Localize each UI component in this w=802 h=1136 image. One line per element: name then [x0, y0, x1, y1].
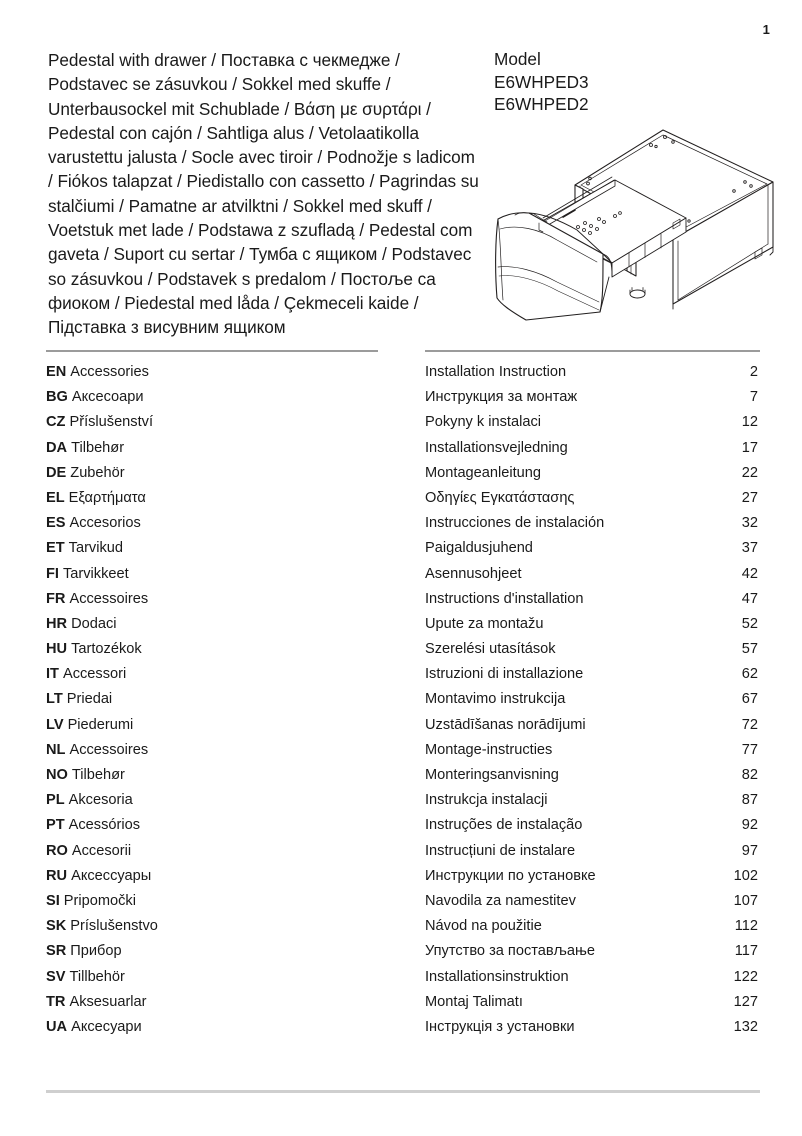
toc-page-number: 57: [741, 641, 758, 658]
toc-page-number: 47: [741, 590, 758, 607]
toc-accessories-label: Прибор: [70, 943, 122, 960]
toc-language-code: ES: [46, 515, 66, 532]
toc-instruction-label: Instrucciones de instalación: [425, 515, 605, 532]
toc-language-code: DE: [46, 464, 67, 481]
toc-accessories-label: Pripomočki: [63, 892, 136, 909]
toc-entry-right: [425, 1015, 760, 1040]
toc-page-number: 22: [741, 464, 758, 481]
toc-row: [46, 461, 760, 486]
toc-page-number: 67: [741, 691, 758, 708]
model-code-2: E6WHPED2: [494, 94, 589, 114]
toc-language-entry: [46, 965, 425, 990]
toc-instruction-label: Инструкции по установке: [425, 867, 596, 884]
toc-language-entry: [46, 461, 425, 486]
toc-row: [46, 713, 760, 738]
toc-language-entry: [46, 864, 425, 889]
toc-entry-right: [425, 839, 760, 864]
toc-language-code: SR: [46, 943, 67, 960]
toc-language-code: LT: [46, 691, 63, 708]
toc-page-number: 72: [741, 716, 758, 733]
toc-entry-right: [425, 612, 760, 637]
toc-entry-right: [425, 889, 760, 914]
toc-language-entry: [46, 562, 425, 587]
toc-accessories-label: Aksesuarlar: [69, 993, 147, 1010]
toc-entry-right: [425, 763, 760, 788]
toc-entry-right: [425, 813, 760, 838]
toc-instruction-label: Instrukcja instalacji: [425, 792, 548, 809]
toc-instruction-label: Упутство за постављање: [425, 943, 595, 960]
toc-row: [46, 612, 760, 637]
toc-accessories-label: Accesorios: [69, 515, 141, 532]
toc-row: [46, 662, 760, 687]
toc-entry-right: [425, 436, 760, 461]
toc-row: [46, 1015, 760, 1040]
toc-entry-right: [425, 939, 760, 964]
toc-language-code: RO: [46, 842, 68, 859]
toc-language-entry: [46, 385, 425, 410]
toc-page-number: 132: [733, 1018, 758, 1035]
toc-accessories-label: Accessoires: [69, 741, 149, 758]
toc-accessories-label: Tarvikud: [68, 540, 123, 557]
toc-accessories-label: Zubehör: [70, 464, 125, 481]
toc-row: [46, 738, 760, 763]
toc-row: [46, 788, 760, 813]
toc-instruction-label: Інструкція з установки: [425, 1018, 575, 1035]
toc-accessories-label: Εξαρτήματα: [68, 489, 146, 506]
toc-language-entry: [46, 839, 425, 864]
divider-right: [425, 350, 760, 352]
toc-instruction-label: Montageanleitung: [425, 464, 542, 481]
toc-language-code: SK: [46, 918, 67, 935]
toc-language-code: BG: [46, 389, 68, 406]
table-of-contents: [46, 360, 760, 1040]
toc-instruction-label: Installation Instruction: [425, 364, 567, 380]
toc-entry-right: [425, 536, 760, 561]
toc-accessories-label: Аксесуари: [71, 1018, 142, 1035]
divider-left: [46, 350, 378, 352]
toc-page-number: 17: [741, 439, 758, 456]
toc-entry-right: [425, 461, 760, 486]
toc-page-number: 102: [733, 867, 758, 884]
toc-language-code: SV: [46, 968, 66, 985]
toc-accessories-label: Accessori: [62, 666, 127, 683]
toc-page-number: 7: [749, 389, 758, 406]
toc-instruction-label: Montavimo instrukcija: [425, 691, 566, 708]
toc-instruction-label: Instruções de instalação: [425, 817, 583, 834]
toc-instruction-label: Návod na použitie: [425, 918, 542, 935]
toc-language-entry: [46, 511, 425, 536]
toc-row: [46, 637, 760, 662]
toc-language-entry: [46, 788, 425, 813]
toc-row: [46, 839, 760, 864]
toc-instruction-label: Asennusohjeet: [425, 565, 522, 582]
toc-row: [46, 990, 760, 1015]
toc-language-entry: [46, 410, 425, 435]
toc-language-entry: [46, 360, 425, 385]
toc-instruction-label: Paigaldusjuhend: [425, 540, 533, 557]
toc-row: [46, 562, 760, 587]
toc-accessories-label: Аксесоари: [71, 389, 144, 406]
toc-language-code: PL: [46, 792, 65, 809]
toc-language-entry: [46, 1015, 425, 1040]
model-block: [480, 48, 770, 116]
toc-language-code: UA: [46, 1018, 68, 1035]
toc-instruction-label: Uzstādīšanas norādījumi: [425, 716, 586, 733]
toc-accessories-label: Tillbehör: [69, 968, 125, 985]
toc-row: [46, 914, 760, 939]
toc-accessories-label: Priedai: [66, 691, 113, 708]
toc-accessories-label: Tilbehør: [71, 767, 125, 783]
toc-page-number: 52: [741, 615, 758, 632]
toc-instruction-label: Monteringsanvisning: [425, 767, 559, 783]
toc-row: [46, 763, 760, 788]
toc-row: [46, 360, 760, 385]
toc-entry-right: [425, 713, 760, 738]
toc-row: [46, 436, 760, 461]
toc-entry-right: [425, 738, 760, 763]
toc-page-number: 92: [741, 817, 758, 834]
toc-language-code: PT: [46, 817, 65, 834]
toc-language-code: HR: [46, 615, 68, 632]
toc-language-code: EN: [46, 364, 67, 380]
toc-page-number: 122: [733, 968, 758, 985]
toc-page-number: 27: [741, 489, 758, 506]
toc-page-number: 32: [741, 515, 758, 532]
toc-instruction-label: Navodila za namestitev: [425, 892, 576, 909]
toc-entry-right: [425, 360, 760, 385]
toc-language-entry: [46, 738, 425, 763]
toc-language-code: IT: [46, 666, 59, 683]
toc-row: [46, 486, 760, 511]
toc-accessories-label: Piederumi: [67, 716, 134, 733]
toc-instruction-label: Pokyny k instalaci: [425, 414, 541, 431]
toc-language-code: RU: [46, 867, 68, 884]
product-illustration: [487, 124, 787, 339]
toc-accessories-label: Accesorii: [71, 842, 132, 859]
toc-language-entry: [46, 612, 425, 637]
toc-language-entry: [46, 436, 425, 461]
toc-language-code: DA: [46, 439, 68, 456]
toc-language-code: HU: [46, 641, 68, 658]
toc-row: [46, 536, 760, 561]
toc-accessories-label: Accessoires: [69, 590, 149, 607]
toc-instruction-label: Upute za montažu: [425, 615, 544, 632]
toc-language-code: FI: [46, 565, 59, 582]
toc-entry-right: [425, 914, 760, 939]
toc-row: [46, 813, 760, 838]
toc-entry-right: [425, 864, 760, 889]
toc-page-number: 127: [733, 993, 758, 1010]
toc-language-entry: [46, 687, 425, 712]
toc-row: [46, 939, 760, 964]
toc-page-number: 77: [741, 741, 758, 758]
toc-language-code: NO: [46, 767, 68, 783]
toc-language-entry: [46, 587, 425, 612]
toc-accessories-label: Tarvikkeet: [62, 565, 129, 582]
toc-language-code: SI: [46, 892, 60, 909]
toc-instruction-label: Istruzioni di installazione: [425, 666, 584, 683]
toc-page-number: 107: [733, 892, 758, 909]
toc-instruction-label: Installationsvejledning: [425, 439, 568, 456]
toc-accessories-label: Příslušenství: [69, 414, 154, 431]
toc-row: [46, 687, 760, 712]
toc-accessories-label: Príslušenstvo: [70, 918, 158, 935]
toc-instruction-label: Installationsinstruktion: [425, 968, 569, 985]
toc-language-code: TR: [46, 993, 66, 1010]
toc-instruction-label: Οδηγίες Εγκατάστασης: [425, 489, 575, 506]
toc-accessories-label: Accessories: [70, 364, 149, 380]
toc-entry-right: [425, 511, 760, 536]
toc-language-code: LV: [46, 716, 64, 733]
toc-language-code: ET: [46, 540, 65, 557]
toc-accessories-label: Аксессуары: [71, 867, 152, 884]
toc-language-code: NL: [46, 741, 66, 758]
toc-accessories-label: Akcesoria: [68, 792, 133, 809]
toc-instruction-label: Instrucțiuni de instalare: [425, 842, 576, 859]
toc-entry-right: [425, 965, 760, 990]
toc-page-number: 12: [741, 414, 758, 431]
toc-instruction-label: Montage-instructies: [425, 741, 553, 758]
toc-entry-right: [425, 662, 760, 687]
toc-entry-right: [425, 788, 760, 813]
model-code-1: E6WHPED3: [494, 71, 589, 92]
toc-language-code: EL: [46, 489, 65, 506]
toc-page-number: 82: [741, 767, 758, 783]
toc-instruction-label: Szerelési utasítások: [425, 641, 556, 658]
toc-page-number: 117: [734, 943, 758, 960]
toc-language-entry: [46, 889, 425, 914]
model-label: Model: [494, 49, 541, 69]
product-title: Pedestal with drawer / Поставка с чекмедже / Podstavec se zásuvkou / Sokkel med skuffe / Unterbausockel mit Schublade / Βάση με συρτάρι / Pedestal con cajón / Sahtliga alus / Vetolaatikolla varustettu jalusta / Socle avec tiroir / Podnožje s ladicom / Fiókos talapzat / Piedistallo con cassetto / Pagrindas su stalčiumi / Pamatne ar atvilktni / Sokkel med skuff / Voetstuk met lade / Podstawa z szufladą / Pedestal com gaveta / Suport cu sertar / Тумба с ящиком / Podstavec so zásuvkou / Podstavek s predalom / Постоље са фиоком / Piedestal med låda / Çekmeceli kaide / Підставка з висувним ящиком: [48, 50, 479, 338]
toc-language-entry: [46, 939, 425, 964]
toc-language-code: CZ: [46, 414, 66, 431]
toc-language-entry: [46, 536, 425, 561]
toc-entry-right: [425, 587, 760, 612]
toc-row: [46, 965, 760, 990]
toc-language-code: FR: [46, 590, 66, 607]
toc-language-entry: [46, 763, 425, 788]
divider-bottom: [46, 1090, 760, 1093]
toc-entry-right: [425, 687, 760, 712]
toc-page-number: 2: [749, 364, 758, 380]
toc-accessories-label: Dodaci: [71, 615, 117, 632]
toc-entry-right: [425, 990, 760, 1015]
toc-row: [46, 410, 760, 435]
toc-accessories-label: Tilbehør: [71, 439, 125, 456]
toc-instruction-label: Instructions d'installation: [425, 590, 584, 607]
toc-row: [46, 587, 760, 612]
toc-language-entry: [46, 813, 425, 838]
toc-entry-right: [425, 562, 760, 587]
toc-language-entry: [46, 662, 425, 687]
toc-language-entry: [46, 637, 425, 662]
toc-accessories-label: Acessórios: [68, 817, 141, 834]
toc-row: [46, 864, 760, 889]
toc-row: [46, 511, 760, 536]
toc-instruction-label: Montaj Talimatı: [425, 993, 523, 1010]
page-number: 1: [762, 22, 770, 37]
toc-page-number: 112: [734, 918, 758, 935]
toc-row: [46, 889, 760, 914]
toc-entry-right: [425, 486, 760, 511]
toc-language-entry: [46, 713, 425, 738]
toc-page-number: 97: [741, 842, 758, 859]
toc-instruction-label: Инструкция за монтаж: [425, 389, 578, 406]
toc-entry-right: [425, 410, 760, 435]
toc-language-entry: [46, 914, 425, 939]
toc-page-number: 87: [741, 792, 758, 809]
toc-language-entry: [46, 486, 425, 511]
toc-language-entry: [46, 990, 425, 1015]
toc-row: [46, 385, 760, 410]
toc-page-number: 42: [741, 565, 758, 582]
toc-page-number: 62: [741, 666, 758, 683]
toc-entry-right: [425, 385, 760, 410]
toc-entry-right: [425, 637, 760, 662]
toc-accessories-label: Tartozékok: [71, 641, 142, 658]
toc-page-number: 37: [741, 540, 758, 557]
